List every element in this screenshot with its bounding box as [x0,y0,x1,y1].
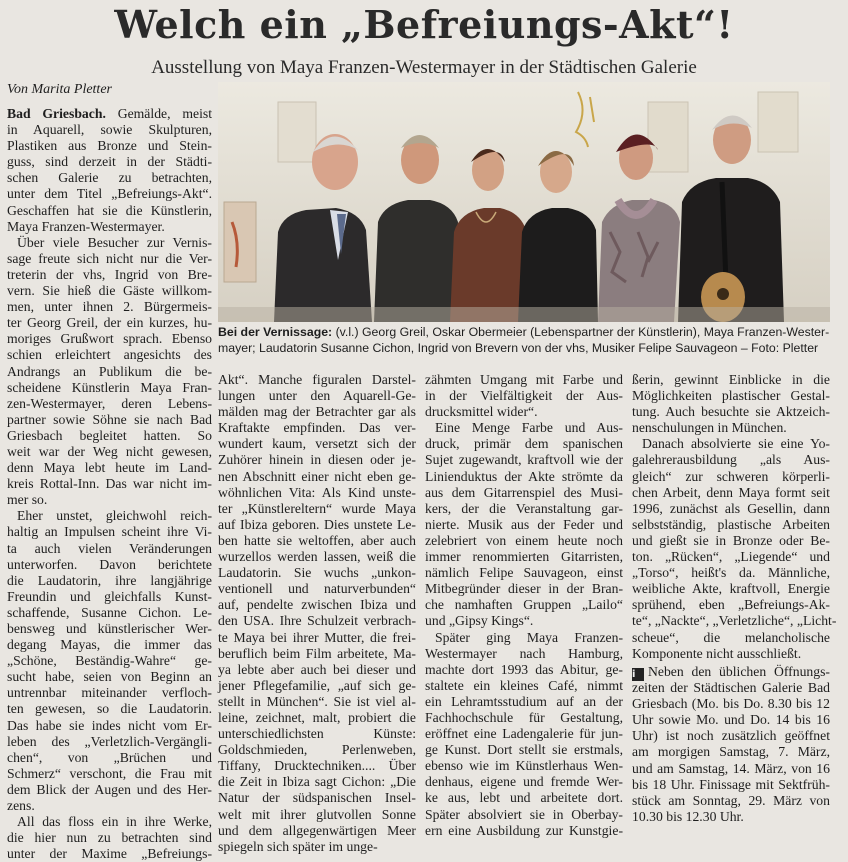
text-line: die Zeit in Ibiza sagt Cichon: „Die [218,774,416,790]
text-line: schen Galerie zu betrachten, [7,170,212,186]
info-icon: i [632,668,644,681]
text-line: galehrerausbildung „als Aus- [632,452,830,468]
text-line: auf Ibiza geboren. Dies unstete Le- [218,516,416,532]
text-line: eröffnet eine Ladengalerie für jun- [425,726,623,742]
text-line: ventionell und naturverbunden“ [218,581,416,597]
text-line: und „Gipsy Kings“. [425,613,534,629]
infobox-line: am morgigen Samstag, 7. März, [632,744,830,760]
text-line: welt mit ihrer glutvollen Sonne [218,806,416,822]
text-line: ge Kunst. Dort stellt sie erstmals, [425,742,623,758]
text-line: bensweg und künstlerischer Wer- [7,621,212,636]
text-line: lungen unter den Aquarell-Ge- [218,388,416,404]
text-line: Eher unstet, gleichwohl reich- [17,508,212,524]
text-line: ein Lehramtsstudium auf an der [425,693,623,709]
text-line: Zuhörer hinein in diesen oder je- [218,452,416,468]
text-line: moriges Grußwort sprach. Ebenso [7,331,212,347]
text-line: ke aus, lebt und arbeitete dort. [425,790,623,806]
text-line: in der Vielfältigkeit der Aus- [425,388,623,404]
text-line: 1996, zunächst als Gesellin, dann [632,500,830,516]
text-line: Eine Menge Farbe und Aus- [435,420,623,436]
text-line: scheue“, die melancholische [632,629,830,645]
text-line: leine, zeichnet, malt, probiert die [218,709,416,725]
text-line: Linienduktus der Akte strömte da [425,468,623,484]
opening-hours-infobox [632,664,830,826]
text-line: Akt“. Manche figuralen Darstel- [218,372,416,387]
text-line: sage freute sich nicht nur die Ver- [7,250,212,266]
text-line: schaffende, Susanne Cichon. Le- [7,604,212,620]
text-line: nen Abschnitt einer nicht eben ge- [218,468,416,484]
text-line: und dem allgegenwärtigen Meer [218,822,416,838]
text-line: Sujet zugewandt, kraftvoll wie der [425,452,623,468]
text-line: partner sowie Söhne sie nach Bad [7,411,212,427]
text-line: sprühend, eben „Befreiungs-Ak- [632,597,830,613]
text-line: mer so. [7,492,48,508]
text-line: zen-Westermayer, deren Lebens- [7,395,212,411]
text-line: Komponente nicht ausschließt. [632,645,802,661]
text-line: unterschiedlichsten Künste: [218,726,416,742]
infobox-line: bis 18 Uhr. Finissage mit Sektfrüh- [632,776,830,792]
text-line: degang Mayas, die immer das [7,637,212,653]
text-line: te“, „Nackte“, „Verletzliche“, „Licht- [632,613,837,629]
text-line: ßerin, gewinnt Einblicke in die [632,372,830,387]
text-line: druck, primär dem spanischen [425,436,623,452]
text-line: nenschulungen in München. [632,420,787,436]
text-line: Freundin und gleichfalls Kunst- [7,588,212,604]
infobox-line: Uhr sowie Mo. und Do. 14 bis 16 [632,712,830,728]
text-line: auf, pendelte zwischen Ibiza und [218,597,416,613]
text-line: tung. Auch besuchte sie Aktzeich- [632,404,830,420]
text-line: den USA. Ihre Schulzeit verbrach- [218,613,416,629]
text-line: ta auch vielen Veränderungen [7,540,212,556]
text-line: untrennbar miteinander verfloch- [7,685,212,701]
text-line: ebenso wie im Künstlerhaus Wen- [425,758,623,774]
text-line: mälden mag der Betrachter gar als [218,404,416,420]
text-line: die Laudatorin, ihre langjährige [7,572,212,588]
article-column-4 [632,372,837,661]
text-line: Westermayer nach Hamburg, [425,645,623,661]
text-line: Andrangs an Publikum die be- [7,363,212,379]
text-line: Goldschmieden, Perlenweben, [218,742,416,758]
text-line: gleich“ zur schweren körperli- [632,468,830,484]
text-line: ton. „Rücken“, „Liegende“ und [632,549,830,565]
text-line: weibliche Akte, kraftvoll, Energie [632,581,830,597]
text-line: Griesbach begleitet hatten. So [7,427,212,443]
dateline: Bad Griesbach. [7,106,106,121]
text-line: unter der Maxime „Befreiungs- [7,846,212,862]
text-line: spiegeln sich später im unge- [218,838,378,854]
subtitle: Ausstellung von Maya Franzen-Westermayer in der Städtischen Galerie [151,57,697,78]
text-line: Danach absolvierte sie eine Yo- [642,436,830,452]
text-line: beruflich beim Film arbeitete, Ma- [218,645,416,661]
text-line: ern eine Ausbildung zur Kunstgie- [425,822,623,838]
text-line: immer renommierten Gitarristen, [425,549,623,565]
text-line: treterin der vhs, Ingrid von Bre- [7,266,212,282]
article-column-3 [425,372,623,838]
text-line: aus dem Gitarrenspiel des Musi- [425,484,623,500]
vernissage-photo [218,82,830,322]
caption-line-2: mayer; Laudatorin Susanne Cichon, Ingrid von Brevern von der vhs, Musiker Felipe Sauvageon – Foto: Pletter [218,340,819,355]
infobox-line: Griesbach (Mo. bis Do. 8.30 bis 12 [632,696,830,712]
caption-lead: Bei der Vernissage: [218,325,333,339]
text-line: haltig an Impulsen scheint ihre Vi- [7,524,212,540]
text-line: Über viele Besucher zur Vernis- [17,234,212,250]
text-line: nierte. Musik aus der Feder und [425,516,623,532]
text-line: Möglichkeiten plastischer Gestal- [632,388,830,404]
text-line: Schmerz“ verschont, die Frau mit [7,765,212,781]
text-line: Plastiken aus Bronze und Stein- [7,138,212,154]
article-column-2 [218,372,416,854]
text-line: staltete ein kleines Café, nimmt [425,677,623,693]
vernissage-photo-illustration [218,82,830,322]
infobox-line: zeiten der Städtischen Galerie Bad [632,680,830,696]
text-line: stellt in München“. Sie ist viel al- [218,693,416,709]
text-line: Später absolviert sie in Oberbay- [425,806,623,822]
article-column-1 [7,106,212,862]
text-line: zens. [7,798,35,814]
infobox-line: 10.30 bis 12.30 Uhr. [632,808,744,824]
text-line: die hier nun zu betrachten sind [7,830,212,846]
infobox-line: stück am Sonntag, 29. März von [632,792,830,808]
text-line: ter Georg Greil, der ein kurzes, hu- [7,315,212,331]
infobox-text: Neben den üblichen Öffnungs- [648,664,830,679]
text-line: unterworfen. Davon berichtete [7,556,212,572]
text-line: All das floss ein in ihre Werke, [17,814,212,830]
text-line: drucksmittel wider“. [425,404,538,420]
text-line: schien erleichtert angesichts des [7,347,212,363]
text-line: che namhaften Gruppen „Lailo“ [425,597,623,613]
text-line: chen“, von „Brüchen und [7,749,212,765]
text-line: „Torso“, heißt's da. Männliche, [632,565,830,581]
text-line: nämlich Felipe Sauvageon, einst [425,565,623,581]
text-line: Maya Franzen-Westermayer. [7,218,165,234]
caption-line-1: (v.l.) Georg Greil, Oskar Obermeier (Lebenspartner der Künstlerin), Maya Franzen-Wester- [332,325,830,339]
text-line: zähmten Umgang mit Farbe und [425,372,623,387]
text-line: Natur der südspanischen Insel- [218,790,416,806]
text-line: in Aquarell, sowie Skulpturen, [7,122,212,138]
text-line: Laudatorin. Sie wuchs „unkon- [218,565,416,581]
text-line: guss, sind derzeit in der Städti- [7,154,212,170]
text-line: dem Blick der Augen und des Her- [7,781,212,797]
text-line: kreis Rottal-Inn. Das war nicht im- [7,476,212,492]
text-line: Mitbegründer dieser in der Bran- [425,581,623,597]
text-line: vern. Sie hieß die Gäste willkom- [7,283,212,299]
text-line: selbstständig, plastische Arbeiten [632,516,830,532]
text-line: Gemälde, meist [105,106,212,121]
text-line: te Maya bei ihrer Mutter, die frei- [218,629,416,645]
text-line: chen Arbeit, denn Maya formt seit [632,484,830,500]
text-line: Das habe sie indes nicht vom Er- [7,717,212,733]
text-line: zelebriert von einem heute noch [425,532,623,548]
text-line: denn Maya lebt heute im Land- [7,460,212,476]
text-line: ya lebte aber auch bei dieser und [218,661,416,677]
photo-caption [218,325,830,356]
text-line: Fachhochschule für Gestaltung, [425,709,623,725]
text-line: machte dort 1993 das Abitur, ge- [425,661,623,677]
infobox-line [632,664,830,680]
text-line: ter „Künstlereltern“ wurde Maya [218,500,416,516]
text-line: wöhnlichen Vita: Als Kind unste- [218,484,416,500]
text-line: Später ging Maya Franzen- [435,629,623,645]
infobox-line: Uhr) ist noch zusätzlich geöffnet [632,728,830,744]
text-line: „Schöne, Beständig-Wahre“ ge- [7,653,212,669]
text-line: scheidene Künstlerin Maya Fran- [7,379,212,395]
infobox-line: und am Samstag, 14. März, von 16 [632,760,830,776]
text-line: Tiffany, Drucktechniken.... Über [218,758,416,774]
text-line: ben hatte sie weltoffen, aber auch [218,532,416,548]
text-line: jener Pflegefamilie, „auf sich ge- [218,677,416,693]
text-line: denhaus, eigene und fremde Wer- [425,774,623,790]
text-line: ten gewesen, so die Laudatorin. [7,701,212,717]
text-line: und gießt sie in Bronze oder Be- [632,532,830,548]
text-line: Kraftakte empfinden. Das ver- [218,420,416,436]
text-line: weit war der Weg nicht gewesen, [7,443,212,459]
text-line: sucht habe, seien von Beginn an [7,669,212,685]
text-line: men, unter ihnen 2. Bürgermeis- [7,299,212,315]
text-line: kers, der die Veranstaltung gar- [425,500,623,516]
byline: Von Marita Pletter [7,82,112,97]
text-line: leben des „Verletzlich-Vergängli- [7,733,212,749]
text-line: unter dem Titel „Befreiungs-Akt“. [7,186,212,202]
text-line: wundert kaum, versetzt sich der [218,436,416,452]
text-line: wurzellos werden lassen, weiß die [218,549,416,565]
headline: Welch ein „Befreiungs-Akt“! [114,2,734,47]
text-line: Geschaffen hat sie die Künstlerin, [7,202,212,218]
